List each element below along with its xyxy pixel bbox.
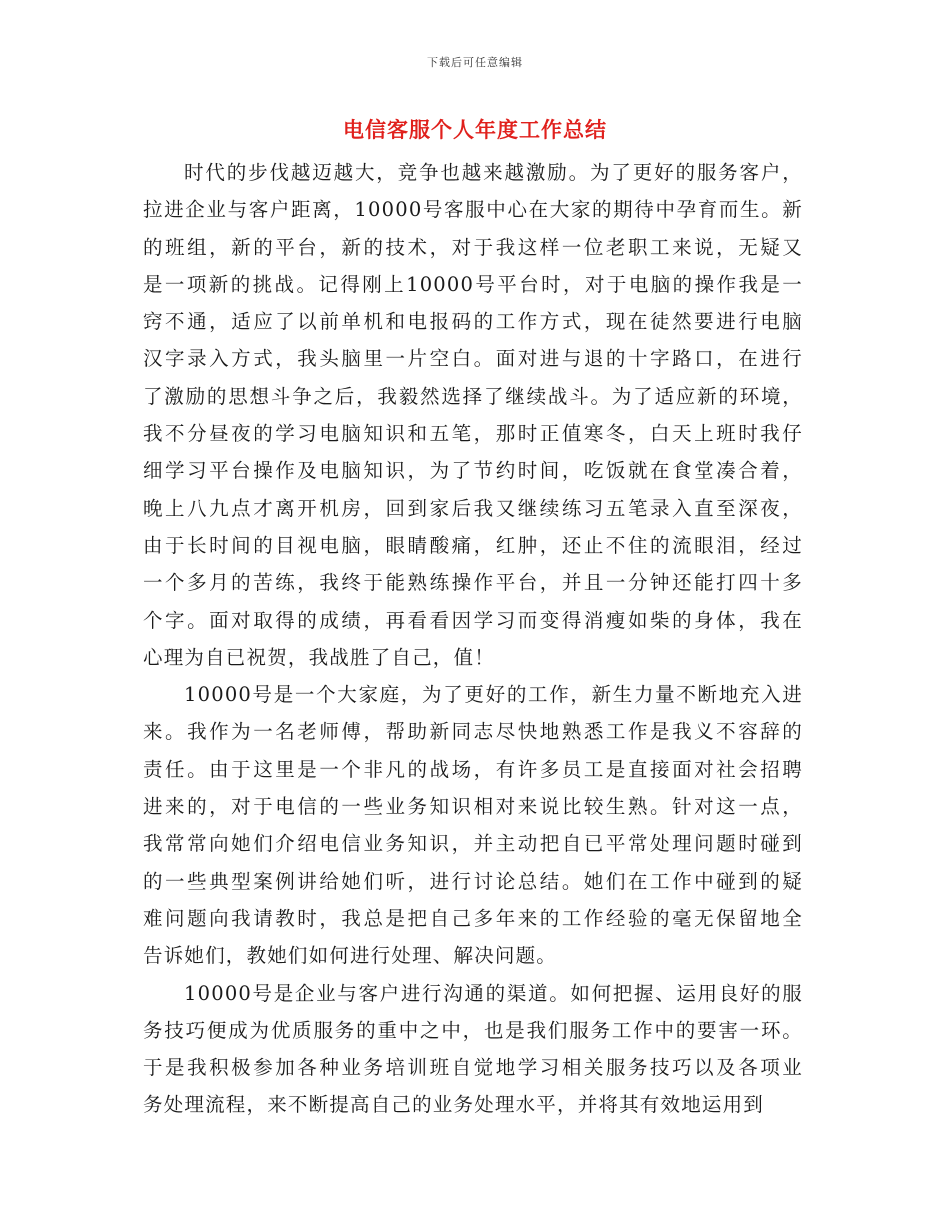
paragraph-line: 时代的步伐越迈越大，竞争也越来越激励。为了更好的服务客户， xyxy=(184,161,803,184)
paragraph-line: 我不分昼夜的学习电脑知识和五笔，那时正值寒冬，白天上班时我仔 xyxy=(143,422,803,446)
paragraph-line: 的一些典型案例讲给她们听，进行讨论总结。她们在工作中碰到的疑 xyxy=(143,869,803,893)
document-title: 电信客服个人年度工作总结 xyxy=(343,117,607,142)
paragraph-line: 的班组，新的平台，新的技术，对于我这样一位老职工来说，无疑又 xyxy=(143,235,803,259)
paragraph-line: 责任。由于这里是一个非凡的战场，有许多员工是直接面对社会招聘 xyxy=(143,757,803,781)
paragraph-line: 一个多月的苦练，我终于能熟练操作平台，并且一分钟还能打四十多 xyxy=(143,571,803,595)
paragraph-line: 来。我作为一名老师傅，帮助新同志尽快地熟悉工作是我义不容辞的 xyxy=(143,720,803,744)
paragraph-line: 我常常向她们介绍电信业务知识，并主动把自已平常处理问题时碰到 xyxy=(143,832,803,856)
paragraph-line: 窍不通，适应了以前单机和电报码的工作方式，现在徒然要进行电脑 xyxy=(143,310,803,334)
paragraph-line: 由于长时间的目视电脑，眼睛酸痛，红肿，还止不住的流眼泪，经过 xyxy=(143,533,803,557)
paragraph xyxy=(143,676,803,974)
paragraph-line: 务处理流程，来不断提高自己的业务处理水平，并将其有效地运用到 xyxy=(143,1093,765,1117)
document-body xyxy=(143,154,803,1124)
paragraph-line: 是一项新的挑战。记得刚上10000号平台时，对于电脑的操作我是一 xyxy=(143,272,803,296)
paragraph xyxy=(143,154,803,676)
paragraph-line: 10000号是一个大家庭，为了更好的工作，新生力量不断地充入进 xyxy=(184,683,803,707)
paragraph-line: 10000号是企业与客户进行沟通的渠道。如何把握、运用良好的服 xyxy=(184,981,803,1005)
paragraph-line: 难问题向我请教时，我总是把自己多年来的工作经验的毫无保留地全 xyxy=(143,906,803,930)
paragraph-line: 务技巧便成为优质服务的重中之中，也是我们服务工作中的要害一环。 xyxy=(143,1018,803,1042)
paragraph-line: 告诉她们，教她们如何进行处理、解决问题。 xyxy=(143,944,558,968)
paragraph-line: 个字。面对取得的成绩，再看看因学习而变得消瘦如柴的身体，我在 xyxy=(143,608,803,632)
paragraph-line: 细学习平台操作及电脑知识，为了节约时间，吃饭就在食堂凑合着， xyxy=(143,459,803,483)
paragraph-line: 于是我积极参加各种业务培训班自觉地学习相关服务技巧以及各项业 xyxy=(143,1056,803,1080)
paragraph-line: 汉字录入方式，我头脑里一片空白。面对进与退的十字路口，在进行 xyxy=(143,347,803,371)
paragraph xyxy=(143,975,803,1124)
paragraph-line: 心理为自已祝贺，我战胜了自己，值！ xyxy=(143,645,495,669)
paragraph-line: 拉进企业与客户距离，10000号客服中心在大家的期待中孕育而生。新 xyxy=(143,198,803,222)
header-note: 下载后可任意编辑 xyxy=(427,56,523,69)
paragraph-line: 进来的，对于电信的一些业务知识相对来说比较生熟。针对这一点， xyxy=(143,795,803,819)
paragraph-line: 晚上八九点才离开机房，回到家后我又继续练习五笔录入直至深夜， xyxy=(143,496,803,520)
paragraph-line: 了激励的思想斗争之后，我毅然选择了继续战斗。为了适应新的环境， xyxy=(143,384,803,408)
